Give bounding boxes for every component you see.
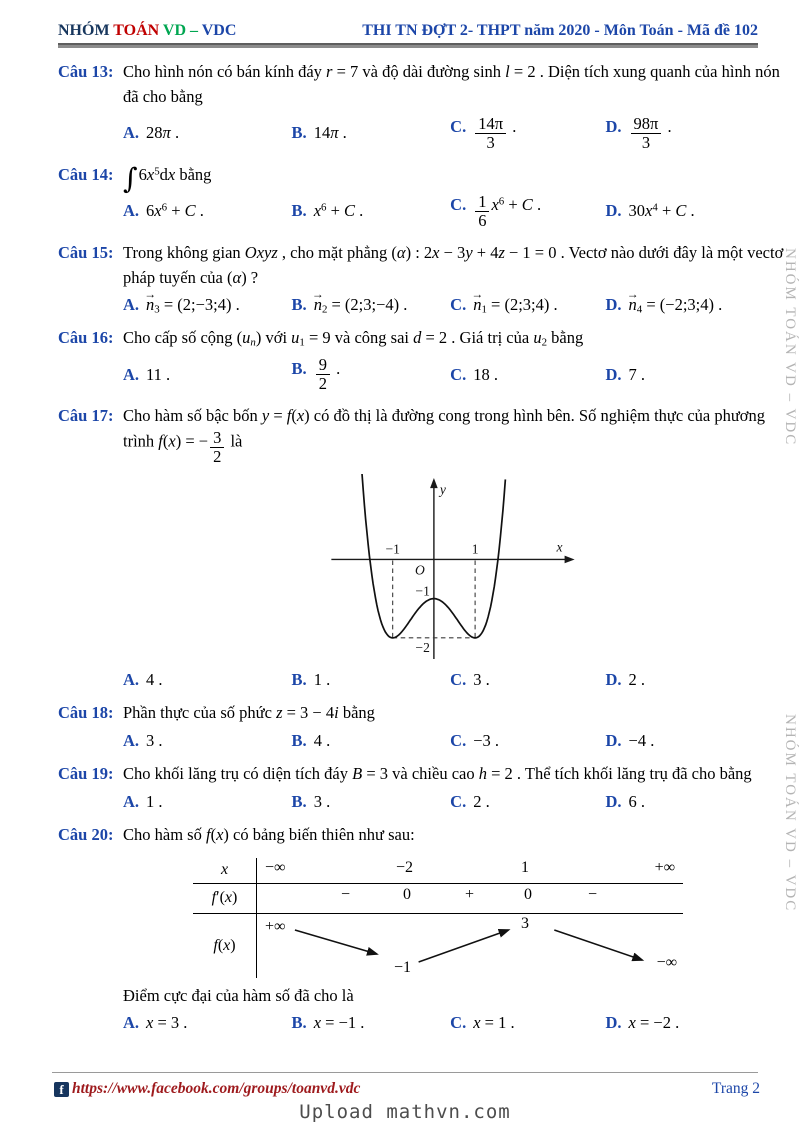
q15-option-a: A. $n \to_3$ = (2;−3;4) . [123, 295, 292, 315]
vt-sign-values [257, 884, 683, 913]
q20-option-a: A. x = 3 . [123, 1013, 188, 1033]
question-17-options [123, 670, 784, 690]
question-15-text: Trong không gian Oxyz , cho mặt phẳng (α) : 2x − 3y + 4z − 1 = 0 . Vectơ nào dưới đây là một vectơ pháp tuyến của (α) ? [123, 242, 784, 287]
question-15-label: Câu 15: [58, 242, 114, 262]
vt-f-pos-inf: +∞ [265, 917, 286, 935]
vt-f-min: −1 [394, 958, 412, 976]
vt-x-pos-inf: +∞ [654, 858, 675, 876]
question-13-label: Câu 13: [58, 62, 114, 81]
question-13-text: Cho hình nón có bán kính đáy r = 7 và độ dài đường sinh l = 2 . Diện tích xung quanh của hình nón đã cho bằng [123, 62, 780, 106]
vt-row-x [193, 858, 683, 884]
vt-header-f: f ( x ) [193, 914, 257, 978]
page-number: Trang 2 [711, 1080, 760, 1097]
q14-option-c: C. $\frac{1}{6}$ $x^6 + C$ . [450, 191, 542, 230]
question-18-options [123, 731, 784, 751]
q15-option-c: C. $n \to_1$ = (2;3;4) . [450, 295, 605, 315]
facebook-group [54, 1080, 360, 1098]
question-14 [58, 163, 784, 230]
vt-row-fprime [193, 884, 683, 914]
vt-sign-5: − [588, 885, 598, 903]
question-13 [58, 60, 784, 152]
upload-credit: Upload mathvn.com [299, 1101, 511, 1123]
question-18 [58, 701, 784, 751]
page-header [0, 0, 810, 42]
q19-option-c: C. 2 . [450, 791, 490, 811]
question-16-text: Cho cấp số cộng $(u_n)$ với $u_1 = 9$ và công sai d = 2 . Giá trị của $u_2$ bằng [123, 328, 584, 350]
q13-option-b: B. 14π . [291, 123, 347, 143]
question-20-post-text: Điểm cực đại của hàm số đã cho là [123, 985, 354, 1005]
question-18-text: Phần thực của số phức z = 3 − 4i bằng [123, 703, 375, 723]
q14-option-d: D. $30x^4 + C$ . [605, 201, 695, 221]
page-footer [54, 1080, 760, 1098]
question-17 [58, 404, 784, 690]
facebook-icon[interactable]: f [54, 1082, 69, 1097]
tick-y-minus2: −2 [414, 640, 430, 656]
vt-sign-1: − [341, 885, 351, 903]
q17-option-a: A. 4 . [123, 670, 163, 690]
brand-title [58, 22, 236, 40]
arrow-decreasing-1 [295, 930, 377, 954]
brand-dash: – [190, 22, 202, 39]
question-17-text: Cho hàm số bậc bốn y = f(x) có đồ thị là đường cong trong hình bên. Số nghiệm thực của phương trình f(x) = − $\frac{3}{2}$ là [123, 406, 766, 467]
brand-vd: VD [162, 22, 191, 39]
vt-header-fprime: f ′( x ) [193, 884, 257, 913]
vt-sign-3: + [465, 885, 475, 903]
footer-rule [52, 1072, 758, 1073]
tick-y-minus1: −1 [414, 584, 430, 600]
question-13-options [123, 115, 784, 152]
x-axis-arrowhead [564, 556, 574, 564]
q17-option-b: B. 1 . [291, 670, 331, 690]
question-15-options [123, 295, 784, 315]
q13-option-a: A. 28π . [123, 123, 180, 143]
questions-area [0, 48, 810, 1033]
arrow-increasing [419, 930, 509, 962]
question-20-options [123, 1013, 784, 1033]
question-20-label: Câu 20: [58, 824, 114, 844]
vt-x-plus1: 1 [521, 858, 529, 876]
question-19 [58, 762, 784, 812]
question-16-options [123, 356, 784, 393]
facebook-group-link[interactable]: https://www.facebook.com/groups/toanvd.vdc [72, 1080, 361, 1097]
question-17-label: Câu 17: [58, 406, 114, 426]
question-19-label: Câu 19: [58, 764, 114, 784]
tick-x-plus1: 1 [471, 541, 479, 557]
origin-label: O [414, 562, 425, 578]
question-14-text: $\int 6x^5dx$ bằng [123, 161, 212, 195]
brand-toan: TOÁN [113, 22, 163, 39]
question-20 [58, 823, 784, 1034]
question-19-text: Cho khối lăng trụ có diện tích đáy B = 3 và chiều cao h = 2 . Thể tích khối lăng trụ đã cho bằng [123, 764, 752, 784]
vt-x-values [257, 858, 683, 883]
question-19-options [123, 792, 784, 812]
q20-option-b: B. x = −1 . [291, 1013, 365, 1033]
q17-function-graph [323, 474, 585, 665]
q19-option-b: B. 3 . [291, 791, 331, 811]
q14-option-b: B. $x^6 + C$ . [291, 201, 364, 221]
question-16-label: Câu 16: [58, 328, 114, 348]
vt-arrows [257, 914, 683, 978]
brand-vdc: VDC [201, 22, 237, 39]
question-18-label: Câu 18: [58, 703, 114, 723]
question-15 [58, 241, 784, 316]
x-axis-label: x [556, 539, 563, 555]
q18-option-a: A. 3 . [123, 731, 163, 751]
vt-sign-2: 0 [403, 885, 411, 903]
watermark-top: NHÓM TOÁN VD – VDC [782, 248, 798, 447]
y-axis-label: y [439, 482, 446, 498]
vt-f-max: 3 [521, 914, 529, 932]
exam-title: THI TN ĐỢT 2- THPT năm 2020 - Môn Toán - Mã đề 102 [362, 22, 758, 39]
q16-option-d: D. 7 . [605, 364, 646, 384]
vt-f-values [257, 914, 683, 978]
q19-option-a: A. 1 . [123, 791, 163, 811]
q16-option-c: C. 18 . [450, 364, 498, 384]
arrow-decreasing-2 [554, 930, 642, 960]
q13-option-c: C. $\frac{14\pi}{3}$ . [450, 113, 517, 152]
q17-option-c: C. 3 . [450, 670, 490, 690]
q20-variation-table [193, 858, 683, 978]
question-16 [58, 326, 784, 393]
q15-option-b: B. $n \to_2$ = (2;3;−4) . [292, 295, 451, 315]
y-axis-arrowhead [430, 478, 438, 488]
q16-option-a: A. 11 . [123, 364, 171, 384]
brand-nhom: NHÓM [58, 22, 114, 39]
vt-sign-4: 0 [524, 885, 532, 903]
tick-x-minus1: −1 [384, 541, 400, 557]
vt-x-neg-inf: −∞ [265, 858, 286, 876]
q18-option-b: B. 4 . [291, 731, 331, 751]
watermark-bottom: NHÓM TOÁN VD – VDC [782, 714, 798, 913]
vt-header-x: x [193, 858, 257, 883]
q20-option-c: C. x = 1 . [450, 1013, 515, 1033]
q18-option-d: D. −4 . [605, 731, 655, 751]
question-14-options [123, 193, 784, 230]
q17-option-d: D. 2 . [605, 670, 646, 690]
q13-option-d: D. $\frac{98\pi}{3}$ . [605, 113, 672, 152]
question-14-label: Câu 14: [58, 164, 114, 184]
q15-option-d: D. $n \to_4$ = (−2;3;4) . [606, 295, 784, 315]
vt-row-f [193, 914, 683, 978]
vt-f-neg-inf: −∞ [656, 953, 677, 971]
q17-figure [323, 474, 585, 665]
question-20-text: Cho hàm số f(x) có bảng biến thiên như sau: [123, 824, 415, 844]
q14-option-a: A. $6x^6 + C$ . [123, 201, 204, 221]
q18-option-c: C. −3 . [450, 731, 500, 751]
q20-option-d: D. x = −2 . [605, 1013, 680, 1033]
vt-x-minus2: −2 [396, 858, 414, 876]
q16-option-b: B. $\frac{9}{2}$ . [291, 355, 341, 394]
q19-option-d: D. 6 . [605, 791, 646, 811]
